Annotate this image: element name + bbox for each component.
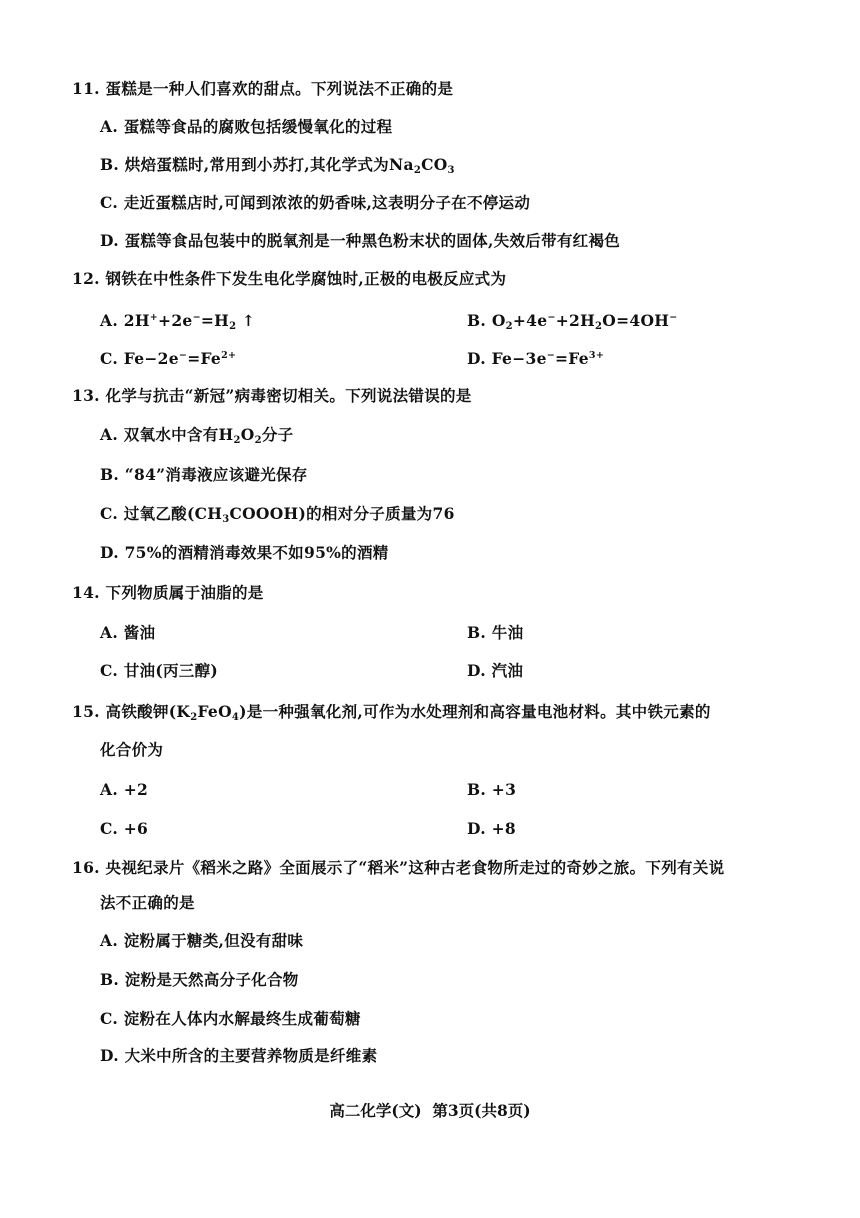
- question-15-stem: 15. 高铁酸钾$(K_2FeO_4)$是一种强氧化剂,可作为水处理剂和高容量电池材料。其中铁元素的: [72, 702, 711, 723]
- question-14-stem: 14. 下列物质属于油脂的是: [72, 583, 264, 602]
- question-14-option-d: D. 汽油: [467, 661, 524, 680]
- page-footer: 高二化学(文) 第3页(共8页): [329, 1101, 531, 1120]
- question-15-option-c: C. +6: [100, 819, 149, 838]
- question-13-option-d: D. 75%的酒精消毒效果不如95%的酒精: [100, 543, 389, 562]
- formula-q12b: $O_2+4e^-+2H_2O=4OH^-$: [491, 311, 678, 332]
- question-16-option-d: D. 大米中所含的主要营养物质是纤维素: [100, 1046, 378, 1065]
- question-11-option-c: C. 走近蛋糕店时,可闻到浓浓的奶香味,这表明分子在不停运动: [100, 193, 531, 212]
- question-12-option-d: D. $Fe-3e^-=Fe^{3+}$: [467, 349, 605, 368]
- question-13-option-a: A. 双氧水中含有$H_2O_2$分子: [100, 425, 294, 446]
- question-12-option-c: C. $Fe-2e^-=Fe^{2+}$: [100, 349, 237, 368]
- question-16-option-a: A. 淀粉属于糖类,但没有甜味: [100, 931, 304, 950]
- question-13-option-c: C. 过氧乙酸$(CH_3COOOH)$的相对分子质量为76: [100, 504, 455, 525]
- question-15-option-b: B. +3: [467, 780, 517, 799]
- question-16-stem-line2: 法不正确的是: [100, 893, 195, 912]
- question-11-option-a: A. 蛋糕等食品的腐败包括缓慢氧化的过程: [100, 117, 393, 136]
- question-11-option-d: D. 蛋糕等食品包装中的脱氧剂是一种黑色粉末状的固体,失效后带有红褐色: [100, 231, 621, 250]
- question-16-option-b: B. 淀粉是天然高分子化合物: [100, 970, 299, 989]
- formula-q12d: $Fe-3e^-=Fe^{3+}$: [491, 349, 605, 368]
- question-12-option-a: A. $2H^++2e^-=H_2$ ↑: [100, 311, 256, 332]
- question-14-option-b: B. 牛油: [467, 623, 524, 642]
- question-15-stem-line2: 化合价为: [100, 740, 164, 759]
- formula-h2o2: $H_2O_2$: [218, 425, 262, 446]
- formula-na2co3: $Na_2CO_3$: [389, 155, 455, 176]
- question-16-option-c: C. 淀粉在人体内水解最终生成葡萄糖: [100, 1009, 361, 1028]
- question-14-option-a: A. 酱油: [100, 623, 156, 642]
- question-15-option-a: A. +2: [100, 780, 149, 799]
- formula-ch3coooh: $CH_3COOOH$: [194, 504, 299, 525]
- question-11-stem: 11. 蛋糕是一种人们喜欢的甜点。下列说法不正确的是: [72, 79, 454, 98]
- question-16-stem: 16. 央视纪录片《稻米之路》全面展示了“稻米”这种古老食物所走过的奇妙之旅。下列有关说: [72, 858, 725, 877]
- question-12-option-b: B. $O_2+4e^-+2H_2O=4OH^-$: [467, 311, 678, 332]
- question-11-option-b: [100, 155, 455, 181]
- formula-q12c: $Fe-2e^-=Fe^{2+}$: [123, 349, 237, 368]
- question-13-option-b: B. “84”消毒液应该避光保存: [100, 465, 308, 484]
- formula-q12a: $2H^++2e^-=H_2$ ↑: [123, 311, 256, 332]
- question-14-option-c: C. 甘油(丙三醇): [100, 661, 219, 680]
- option-b-text: B. 烘焙蛋糕时,常用到小苏打,其化学式为: [100, 155, 389, 174]
- question-15-option-d: D. +8: [467, 819, 516, 838]
- question-13-stem: 13. 化学与抗击“新冠”病毒密切相关。下列说法错误的是: [72, 386, 472, 405]
- question-12-stem: 12. 钢铁在中性条件下发生电化学腐蚀时,正极的电极反应式为: [72, 269, 507, 288]
- formula-k2feo4: $K_2FeO_4$: [176, 702, 240, 723]
